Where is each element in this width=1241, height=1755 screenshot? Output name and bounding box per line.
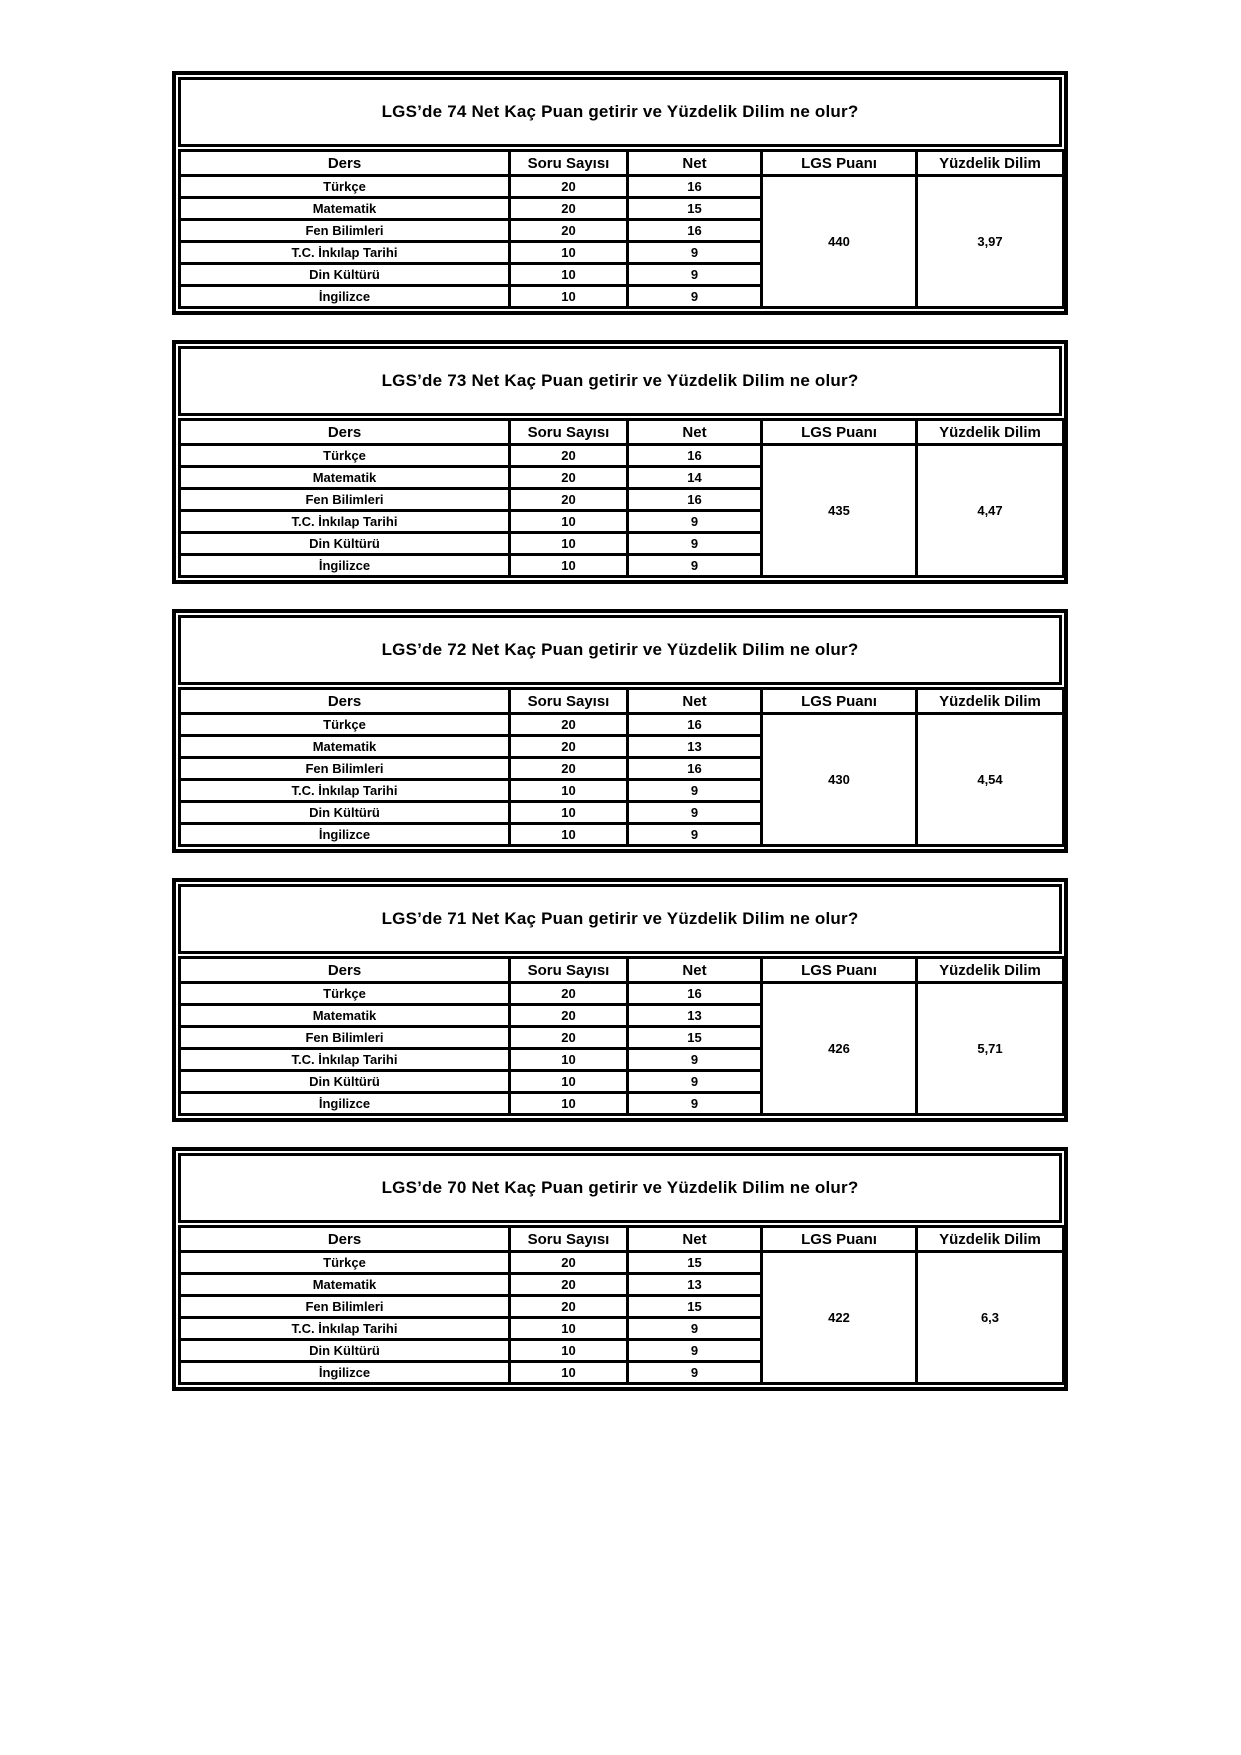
subject-cell: Türkçe [180,983,510,1005]
question-count-cell: 10 [510,780,628,802]
net-cell: 9 [628,1049,762,1071]
net-cell: 15 [628,1252,762,1274]
table-title-text: LGS’de 71 Net Kaç Puan getirir ve Yüzdelik Dilim ne olur? [381,909,859,928]
column-header-ders: Ders [180,151,510,176]
column-header-net: Net [628,420,762,445]
net-cell: 14 [628,467,762,489]
net-cell: 16 [628,983,762,1005]
score-table-block [172,1147,1068,1391]
subject-cell: Din Kültürü [180,1340,510,1362]
yuzdelik-dilim-cell: 4,47 [917,445,1064,577]
score-table-block [172,71,1068,315]
column-header-yuzdelik-dilim: Yüzdelik Dilim [917,689,1064,714]
net-cell: 9 [628,802,762,824]
lgs-puani-cell: 422 [762,1252,917,1384]
subject-cell: Türkçe [180,176,510,198]
net-cell: 13 [628,1005,762,1027]
net-cell: 9 [628,1093,762,1115]
yuzdelik-dilim-cell: 4,54 [917,714,1064,846]
net-cell: 9 [628,1362,762,1384]
question-count-cell: 10 [510,1071,628,1093]
table-title [178,615,1062,685]
question-count-cell: 20 [510,467,628,489]
column-header-ders: Ders [180,420,510,445]
net-cell: 13 [628,736,762,758]
net-cell: 9 [628,511,762,533]
subject-cell: T.C. İnkılap Tarihi [180,1318,510,1340]
subject-cell: Türkçe [180,714,510,736]
header-row [180,420,1064,445]
lgs-puani-cell: 435 [762,445,917,577]
table-title [178,1153,1062,1223]
question-count-cell: 10 [510,1318,628,1340]
net-cell: 16 [628,220,762,242]
column-header-net: Net [628,151,762,176]
question-count-cell: 10 [510,1340,628,1362]
subject-cell: Matematik [180,198,510,220]
question-count-cell: 10 [510,1093,628,1115]
net-cell: 16 [628,758,762,780]
subject-cell: Fen Bilimleri [180,489,510,511]
subject-cell: İngilizce [180,824,510,846]
net-cell: 15 [628,198,762,220]
subject-cell: Din Kültürü [180,264,510,286]
question-count-cell: 20 [510,489,628,511]
subject-cell: Matematik [180,736,510,758]
column-header-lgs-puani: LGS Puanı [762,958,917,983]
score-table-block [172,340,1068,584]
tables-area [172,71,1068,1416]
yuzdelik-dilim-cell: 5,71 [917,983,1064,1115]
question-count-cell: 10 [510,286,628,308]
score-grid [178,956,1065,1116]
table-title-text: LGS’de 74 Net Kaç Puan getirir ve Yüzdelik Dilim ne olur? [381,102,859,121]
subject-cell: İngilizce [180,286,510,308]
net-cell: 9 [628,242,762,264]
score-grid [178,418,1065,578]
column-header-yuzdelik-dilim: Yüzdelik Dilim [917,958,1064,983]
yuzdelik-dilim-cell: 6,3 [917,1252,1064,1384]
table-title [178,77,1062,147]
score-table-block [172,609,1068,853]
question-count-cell: 20 [510,1274,628,1296]
column-header-lgs-puani: LGS Puanı [762,1227,917,1252]
subject-cell: Din Kültürü [180,533,510,555]
table-row [180,445,1064,467]
net-cell: 13 [628,1274,762,1296]
net-cell: 9 [628,780,762,802]
column-header-yuzdelik-dilim: Yüzdelik Dilim [917,151,1064,176]
question-count-cell: 20 [510,758,628,780]
lgs-puani-cell: 430 [762,714,917,846]
column-header-soru-sayisi: Soru Sayısı [510,420,628,445]
question-count-cell: 20 [510,1296,628,1318]
lgs-puani-cell: 426 [762,983,917,1115]
net-cell: 9 [628,1318,762,1340]
question-count-cell: 10 [510,264,628,286]
question-count-cell: 20 [510,445,628,467]
column-header-soru-sayisi: Soru Sayısı [510,151,628,176]
net-cell: 15 [628,1027,762,1049]
column-header-ders: Ders [180,958,510,983]
table-title-text: LGS’de 72 Net Kaç Puan getirir ve Yüzdelik Dilim ne olur? [381,640,859,659]
column-header-soru-sayisi: Soru Sayısı [510,958,628,983]
table-title [178,884,1062,954]
column-header-ders: Ders [180,689,510,714]
question-count-cell: 10 [510,824,628,846]
question-count-cell: 10 [510,802,628,824]
subject-cell: İngilizce [180,555,510,577]
net-cell: 16 [628,176,762,198]
question-count-cell: 10 [510,533,628,555]
question-count-cell: 20 [510,736,628,758]
net-cell: 16 [628,445,762,467]
question-count-cell: 10 [510,1362,628,1384]
net-cell: 15 [628,1296,762,1318]
question-count-cell: 20 [510,1252,628,1274]
question-count-cell: 20 [510,1005,628,1027]
column-header-lgs-puani: LGS Puanı [762,420,917,445]
subject-cell: T.C. İnkılap Tarihi [180,780,510,802]
subject-cell: T.C. İnkılap Tarihi [180,511,510,533]
subject-cell: Türkçe [180,445,510,467]
subject-cell: Fen Bilimleri [180,758,510,780]
subject-cell: T.C. İnkılap Tarihi [180,242,510,264]
yuzdelik-dilim-cell: 3,97 [917,176,1064,308]
net-cell: 9 [628,1071,762,1093]
question-count-cell: 20 [510,220,628,242]
table-row [180,983,1064,1005]
subject-cell: Fen Bilimleri [180,1027,510,1049]
subject-cell: T.C. İnkılap Tarihi [180,1049,510,1071]
column-header-soru-sayisi: Soru Sayısı [510,1227,628,1252]
column-header-net: Net [628,1227,762,1252]
column-header-lgs-puani: LGS Puanı [762,689,917,714]
subject-cell: Matematik [180,467,510,489]
column-header-yuzdelik-dilim: Yüzdelik Dilim [917,420,1064,445]
net-cell: 16 [628,714,762,736]
question-count-cell: 10 [510,1049,628,1071]
column-header-ders: Ders [180,1227,510,1252]
table-row [180,176,1064,198]
question-count-cell: 10 [510,555,628,577]
subject-cell: Fen Bilimleri [180,1296,510,1318]
column-header-soru-sayisi: Soru Sayısı [510,689,628,714]
score-grid [178,687,1065,847]
question-count-cell: 20 [510,198,628,220]
net-cell: 9 [628,286,762,308]
question-count-cell: 20 [510,176,628,198]
lgs-puani-cell: 440 [762,176,917,308]
subject-cell: İngilizce [180,1362,510,1384]
net-cell: 16 [628,489,762,511]
score-grid [178,1225,1065,1385]
table-title-text: LGS’de 70 Net Kaç Puan getirir ve Yüzdelik Dilim ne olur? [381,1178,859,1197]
subject-cell: Din Kültürü [180,802,510,824]
column-header-net: Net [628,958,762,983]
subject-cell: Din Kültürü [180,1071,510,1093]
column-header-yuzdelik-dilim: Yüzdelik Dilim [917,1227,1064,1252]
header-row [180,1227,1064,1252]
subject-cell: İngilizce [180,1093,510,1115]
net-cell: 9 [628,533,762,555]
table-row [180,1252,1064,1274]
question-count-cell: 20 [510,983,628,1005]
question-count-cell: 10 [510,242,628,264]
question-count-cell: 20 [510,1027,628,1049]
table-row [180,714,1064,736]
header-row [180,958,1064,983]
net-cell: 9 [628,555,762,577]
header-row [180,151,1064,176]
net-cell: 9 [628,1340,762,1362]
score-table-block [172,878,1068,1122]
header-row [180,689,1064,714]
table-title-text: LGS’de 73 Net Kaç Puan getirir ve Yüzdelik Dilim ne olur? [381,371,859,390]
net-cell: 9 [628,824,762,846]
subject-cell: Matematik [180,1274,510,1296]
subject-cell: Türkçe [180,1252,510,1274]
question-count-cell: 10 [510,511,628,533]
subject-cell: Matematik [180,1005,510,1027]
subject-cell: Fen Bilimleri [180,220,510,242]
column-header-lgs-puani: LGS Puanı [762,151,917,176]
table-title [178,346,1062,416]
column-header-net: Net [628,689,762,714]
net-cell: 9 [628,264,762,286]
question-count-cell: 20 [510,714,628,736]
score-grid [178,149,1065,309]
